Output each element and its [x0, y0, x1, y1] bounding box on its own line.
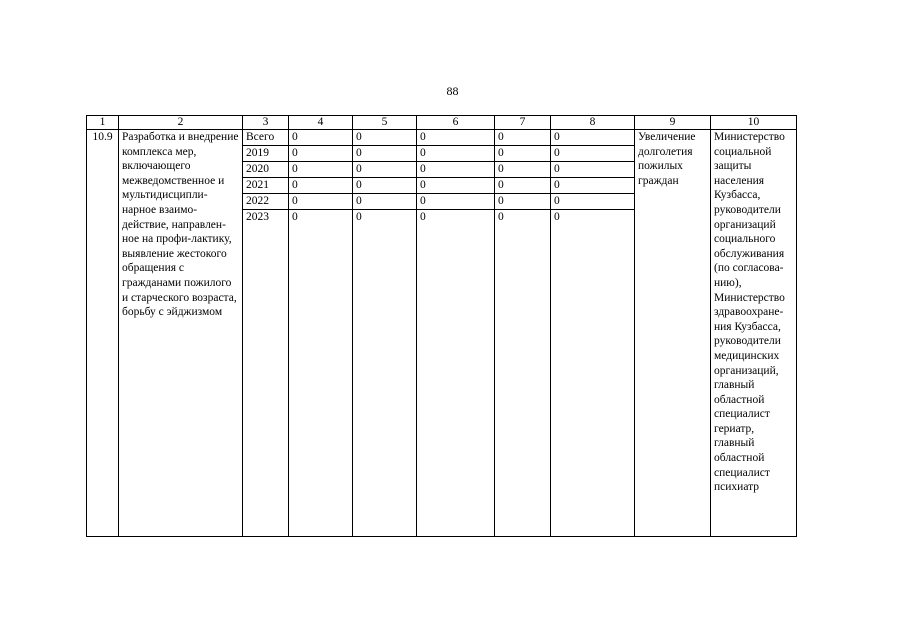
value-cell: 0: [495, 210, 551, 537]
year-cell: 2019: [243, 146, 289, 162]
value-cell: 0: [353, 178, 417, 194]
year-cell: 2022: [243, 194, 289, 210]
value-cell: 0: [551, 194, 635, 210]
column-header: 5: [353, 116, 417, 130]
year-cell: 2020: [243, 162, 289, 178]
column-header: 7: [495, 116, 551, 130]
value-cell: 0: [551, 162, 635, 178]
value-cell: 0: [551, 130, 635, 146]
value-cell: 0: [495, 130, 551, 146]
value-cell: 0: [551, 178, 635, 194]
column-number-row: [87, 116, 797, 130]
value-cell: 0: [353, 162, 417, 178]
year-cell: 2023: [243, 210, 289, 537]
page-number: 88: [446, 84, 459, 98]
value-cell: 0: [417, 162, 495, 178]
value-cell: 0: [417, 210, 495, 537]
value-cell: 0: [551, 146, 635, 162]
value-cell: 0: [417, 194, 495, 210]
value-cell: 0: [551, 210, 635, 537]
item-number: 10.9: [87, 130, 119, 537]
activity-table: [86, 115, 797, 537]
activity-description: Разработка и внедрение комплекса мер, включающего межведомственное и мультидисципли-нарное взаимо-действие, направлен-ное на профи-лактику, выявление жестокого обращения с гражданами пожилого и старческого возраста, борьбу с эйджизмом: [119, 130, 243, 537]
value-cell: 0: [353, 210, 417, 537]
value-cell: 0: [289, 178, 353, 194]
value-cell: 0: [495, 194, 551, 210]
year-cell: 2021: [243, 178, 289, 194]
value-cell: 0: [289, 210, 353, 537]
value-cell: 0: [417, 178, 495, 194]
value-cell: 0: [289, 194, 353, 210]
column-header: 6: [417, 116, 495, 130]
column-header: 2: [119, 116, 243, 130]
responsible-parties: Министерство социальной защиты населения Кузбасса, руководители организаций социального обслуживания (по согласова-нию), Министерство здравоохране-ния Кузбасса, руководители медицинских организаций, главный областной специалист гериатр, главный областной специалист психиатр: [711, 130, 797, 537]
column-header: 1: [87, 116, 119, 130]
value-cell: 0: [353, 146, 417, 162]
column-header: 8: [551, 116, 635, 130]
value-cell: 0: [495, 178, 551, 194]
value-cell: 0: [353, 194, 417, 210]
value-cell: 0: [495, 162, 551, 178]
column-header: 4: [289, 116, 353, 130]
expected-result: Увеличение долголетия пожилых граждан: [635, 130, 711, 537]
column-header: 3: [243, 116, 289, 130]
value-cell: 0: [417, 146, 495, 162]
value-cell: 0: [289, 162, 353, 178]
year-cell: Всего: [243, 130, 289, 146]
value-cell: 0: [289, 146, 353, 162]
value-cell: 0: [417, 130, 495, 146]
value-cell: 0: [353, 130, 417, 146]
value-cell: 0: [495, 146, 551, 162]
table-row: [87, 130, 797, 146]
column-header: 9: [635, 116, 711, 130]
column-header: 10: [711, 116, 797, 130]
value-cell: 0: [289, 130, 353, 146]
